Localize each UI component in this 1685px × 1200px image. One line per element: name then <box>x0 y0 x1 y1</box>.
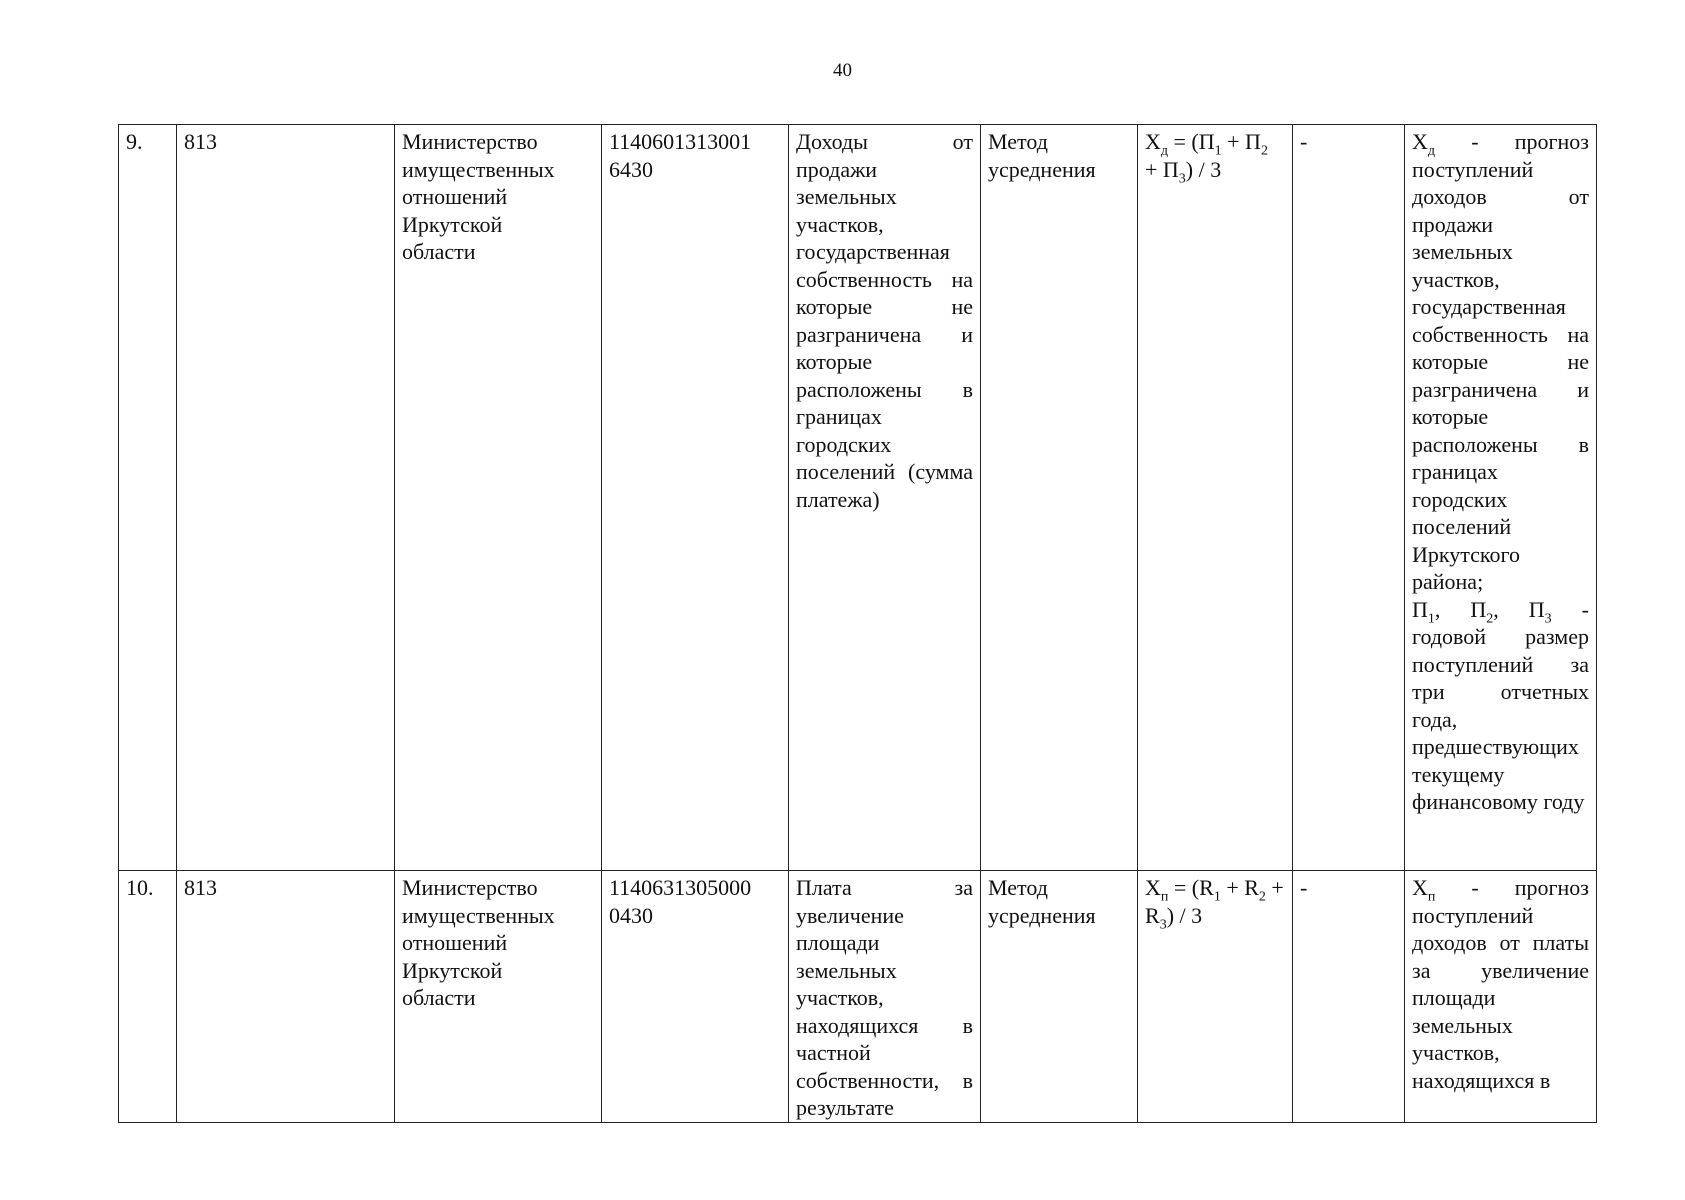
admin-code-cell <box>177 871 395 1123</box>
formula: $Х_п = (R_1 + R_2 + R_3) / 3$ <box>1145 875 1284 932</box>
row-number: 9. <box>126 129 143 154</box>
administrator-cell <box>395 125 602 871</box>
row-number-cell <box>119 871 177 1123</box>
admin-code: 813 <box>184 129 217 154</box>
dash-cell <box>1293 125 1405 871</box>
administrator-name: Министерство имущественных отношений Иркутской области <box>402 875 555 1010</box>
method-cell <box>981 871 1138 1123</box>
formula-cell <box>1138 125 1293 871</box>
formula-cell <box>1138 871 1293 1123</box>
description: $Х_д$ - прогноз поступлений доходов от продажи земельных участков, государственная собственность на которые не разграничена и которые расположены в границах городских поселений Иркутского района; $П_1$, $П_2$, $П_3$ - годовой размер поступлений за три отчетных года, предшествующих текущему финансовому году <box>1412 129 1589 814</box>
description-cell <box>1405 871 1597 1123</box>
row-number: 10. <box>126 875 154 900</box>
dash-value: - <box>1300 875 1308 900</box>
calculation-method: Метод усреднения <box>988 129 1096 182</box>
income-name: Доходы от продажи земельных участков, государственная собственность на которые не разграничена и которые расположены в границах городских поселений (сумма платежа) <box>796 129 973 512</box>
administrator-cell <box>395 871 602 1123</box>
dash-value: - <box>1300 129 1308 154</box>
method-cell <box>981 125 1138 871</box>
table-row <box>119 125 1597 871</box>
row-number-cell <box>119 125 177 871</box>
income-name-cell <box>789 125 981 871</box>
kbk-code: 1140601313001 6430 <box>609 129 752 182</box>
kbk-code: 1140631305000 0430 <box>609 875 752 928</box>
description: $Х_п$ - прогноз поступлений доходов от платы за увеличение площади земельных участков, находящихся в <box>1412 875 1589 1093</box>
admin-code-cell <box>177 125 395 871</box>
revenue-forecast-table <box>118 124 1597 1123</box>
income-name: Плата за увеличение площади земельных участков, находящихся в частной собственности, в результате <box>796 875 973 1120</box>
formula: $Х_д = (П_1 + П_2 + П_3) / 3$ <box>1145 129 1268 186</box>
dash-cell <box>1293 871 1405 1123</box>
admin-code: 813 <box>184 875 217 900</box>
administrator-name: Министерство имущественных отношений Иркутской области <box>402 129 555 264</box>
kbk-cell <box>602 871 789 1123</box>
page-number: 40 <box>833 60 852 81</box>
calculation-method: Метод усреднения <box>988 875 1096 928</box>
table-row <box>119 871 1597 1123</box>
kbk-cell <box>602 125 789 871</box>
income-name-cell <box>789 871 981 1123</box>
description-cell <box>1405 125 1597 871</box>
